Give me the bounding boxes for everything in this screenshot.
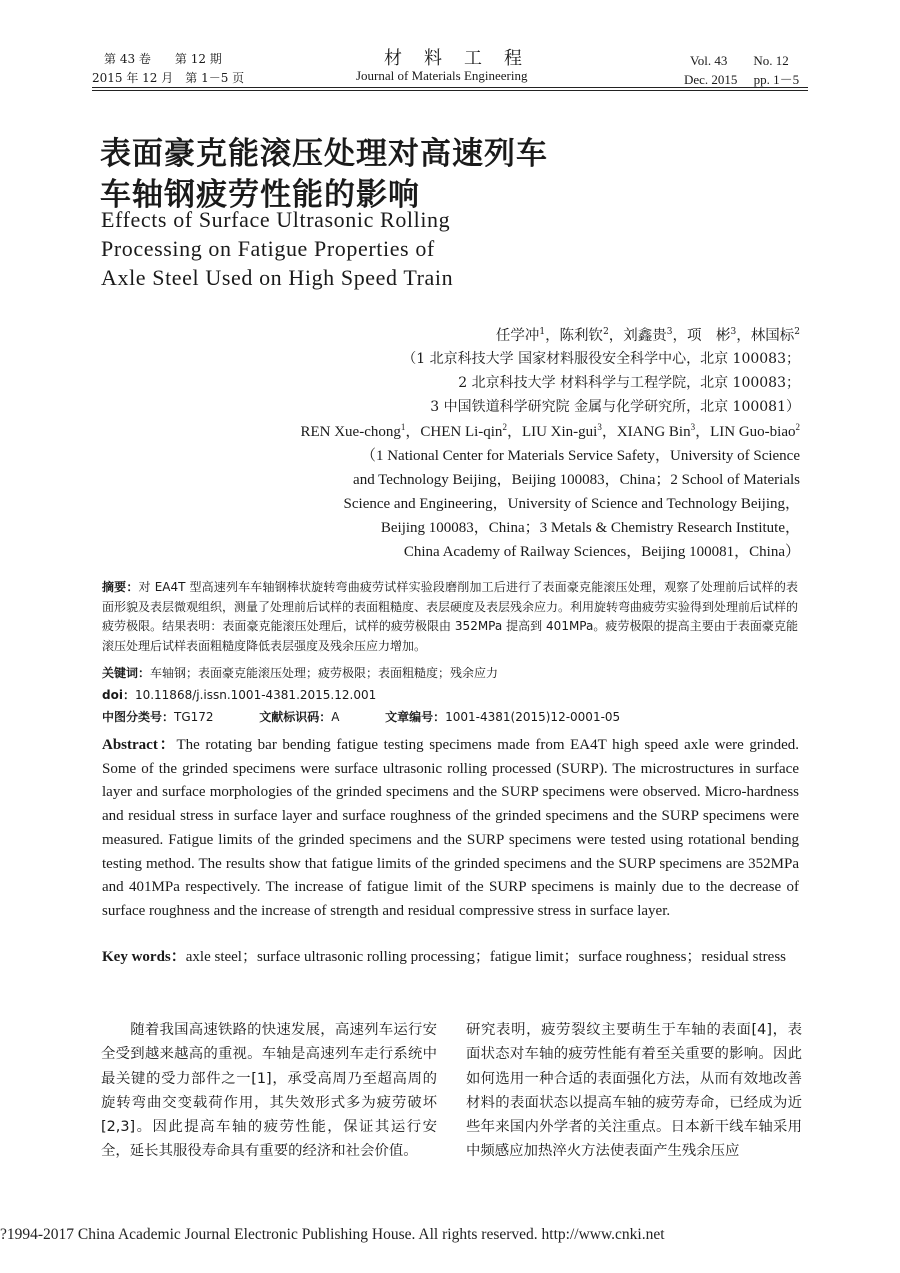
- doc-code-label: 文献标识码：: [259, 710, 332, 724]
- body-left-text: 随着我国高速铁路的快速发展，高速列车运行安全受到越来越高的重视。车轴是高速列车走行系统中最关键的受力部件之一[1]，承受高周乃至超高周的旋转弯曲交变载荷作用，其失效形式多为疲劳破坏[2,3]。因此提高车轴的疲劳性能，保证其运行安全，延长其服役寿命具有重要的经济和社会价值。: [101, 1022, 437, 1160]
- article-no-value: 1001-4381(2015)12-0001-05: [445, 710, 621, 724]
- article-no-label: 文章编号：: [385, 710, 446, 724]
- affiliation-cn-3: 3 中国铁道科学研究院 金属与化学研究所，北京 100081）: [430, 399, 800, 415]
- affiliation-cn-1: （1 北京科技大学 国家材料服役安全科学中心，北京 100083；: [402, 351, 800, 367]
- affiliation-en-1: （1 National Center for Materials Service Safety，University of Science: [360, 448, 800, 464]
- journal-name-cn: 材料工程: [384, 48, 544, 69]
- title-en-line1: Effects of Surface Ultrasonic Rolling: [101, 207, 451, 232]
- body-right-column: [466, 1018, 802, 1164]
- title-en-line3: Axle Steel Used on High Speed Train: [101, 265, 454, 290]
- header-right-line2: Dec. 2015 pp. 1－5: [684, 72, 800, 87]
- clc-value: TG172: [174, 710, 214, 724]
- title-en-line2: Processing on Fatigue Properties of: [101, 236, 435, 261]
- title-cn-line2: 车轴钢疲劳性能的影响: [100, 177, 420, 213]
- journal-name-en: Journal of Materials Engineering: [356, 68, 528, 83]
- doi-line: [102, 686, 798, 706]
- keywords-en: [102, 946, 799, 970]
- doi-label: doi：: [102, 688, 135, 702]
- abstract-en-label: Abstract：: [102, 737, 177, 753]
- keywords-cn: [102, 664, 798, 684]
- classification-line: [102, 708, 798, 728]
- abstract-cn: [102, 578, 798, 656]
- abstract-cn-label: 摘要：: [102, 580, 139, 594]
- doi-value: 10.11868/j.issn.1001-4381.2015.12.001: [134, 688, 377, 702]
- abstract-en-text: The rotating bar bending fatigue testing specimens made from EA4T high speed axle were grinded. Some of the grinded specimens were surface ultrasonic rolling processed (SURP). The microstructures in surface layer and surface morphologies of the grinded specimens and the SURP specimens were observed. Micro-hardness and residual stress in surface layer and surface roughness of the grinded specimens and the SURP specimens were measured. Fatigue limits of the grinded specimens and the SURP specimens were tested using rotational bending testing method. The results show that fatigue limits of the grinded specimens and the SURP specimens are 352MPa and 401MPa respectively. The increase of fatigue limit of the SURP specimens is mainly due to the decrease of surface roughness and the increase of strength and residual compressive stress in surface layer.: [102, 737, 799, 919]
- authors-cn: 任学冲$^1$，陈利钦$^2$，刘鑫贵$^3$，项 彬$^3$，林国标$^2$: [495, 327, 800, 344]
- abstract-en: [102, 734, 799, 924]
- keywords-cn-text: 车轴钢；表面豪克能滚压处理；疲劳极限；表面粗糙度；残余应力: [150, 666, 499, 680]
- keywords-cn-label: 关键词：: [102, 666, 151, 680]
- affiliation-en-3: Science and Engineering，University of Science and Technology Beijing，: [343, 496, 800, 512]
- title-cn-line1: 表面豪克能滚压处理对高速列车: [100, 136, 548, 172]
- header-rule-2: [92, 90, 808, 91]
- keywords-en-label: Key words：: [102, 949, 186, 965]
- affiliation-en-5: China Academy of Railway Sciences，Beijing 100081，China）: [403, 544, 800, 560]
- body-right-text: 研究表明，疲劳裂纹主要萌生于车轴的表面[4]，表面状态对车轴的疲劳性能有着至关重要的影响。因此如何选用一种合适的表面强化方法，从而有效地改善材料的表面状态以提高车轴的疲劳寿命，已经成为近些年来国内外学者的关注重点。日本新干线车轴采用中频感应加热淬火方法使表面产生残余压应: [466, 1022, 802, 1160]
- authors-en: REN Xue-chong$^1$，CHEN Li-qin$^2$，LIU Xin-gui$^3$，XIANG Bin$^3$，LIN Guo-biao$^2$: [300, 422, 800, 440]
- header-left-line1: 第 43 卷 第 12 期: [104, 52, 222, 66]
- clc-label: 中图分类号：: [102, 710, 175, 724]
- keywords-en-text: axle steel；surface ultrasonic rolling processing；fatigue limit；surface roughness；residual stress: [185, 949, 786, 965]
- affiliation-cn-2: 2 北京科技大学 材料科学与工程学院，北京 100083；: [458, 375, 800, 391]
- abstract-cn-text: 对 EA4T 型高速列车车轴钢棒状旋转弯曲疲劳试样实验段磨削加工后进行了表面豪克能滚压处理，观察了处理前后试样的表面形貌及表层微观组织，测量了处理前后试样的表面粗糙度、表层硬度及表层残余应力。利用旋转弯曲疲劳实验得到处理前后试样的疲劳极限。结果表明：表面豪克能滚压处理后，试样的疲劳极限由 352MPa 提高到 401MPa。疲劳极限的提高主要由于表面豪克能滚压处理后试样表面粗糙度降低表层强度及残余压应力增加。: [102, 580, 799, 653]
- doc-code-value: A: [331, 710, 340, 724]
- header-right-line1: Vol. 43 No. 12: [690, 53, 789, 68]
- copyright-footer: ?1994-2017 China Academic Journal Electronic Publishing House. All rights reserved. http://www.cnki.net: [0, 1226, 665, 1243]
- header-rule: [92, 87, 808, 88]
- affiliation-en-4: Beijing 100083，China；3 Metals & Chemistry Research Institute，: [380, 520, 800, 536]
- body-left-column: [101, 1018, 437, 1164]
- header-left-line2: 2015 年 12 月 第 1－5 页: [92, 71, 245, 85]
- affiliation-en-2: and Technology Beijing，Beijing 100083，China；2 School of Materials: [353, 472, 800, 488]
